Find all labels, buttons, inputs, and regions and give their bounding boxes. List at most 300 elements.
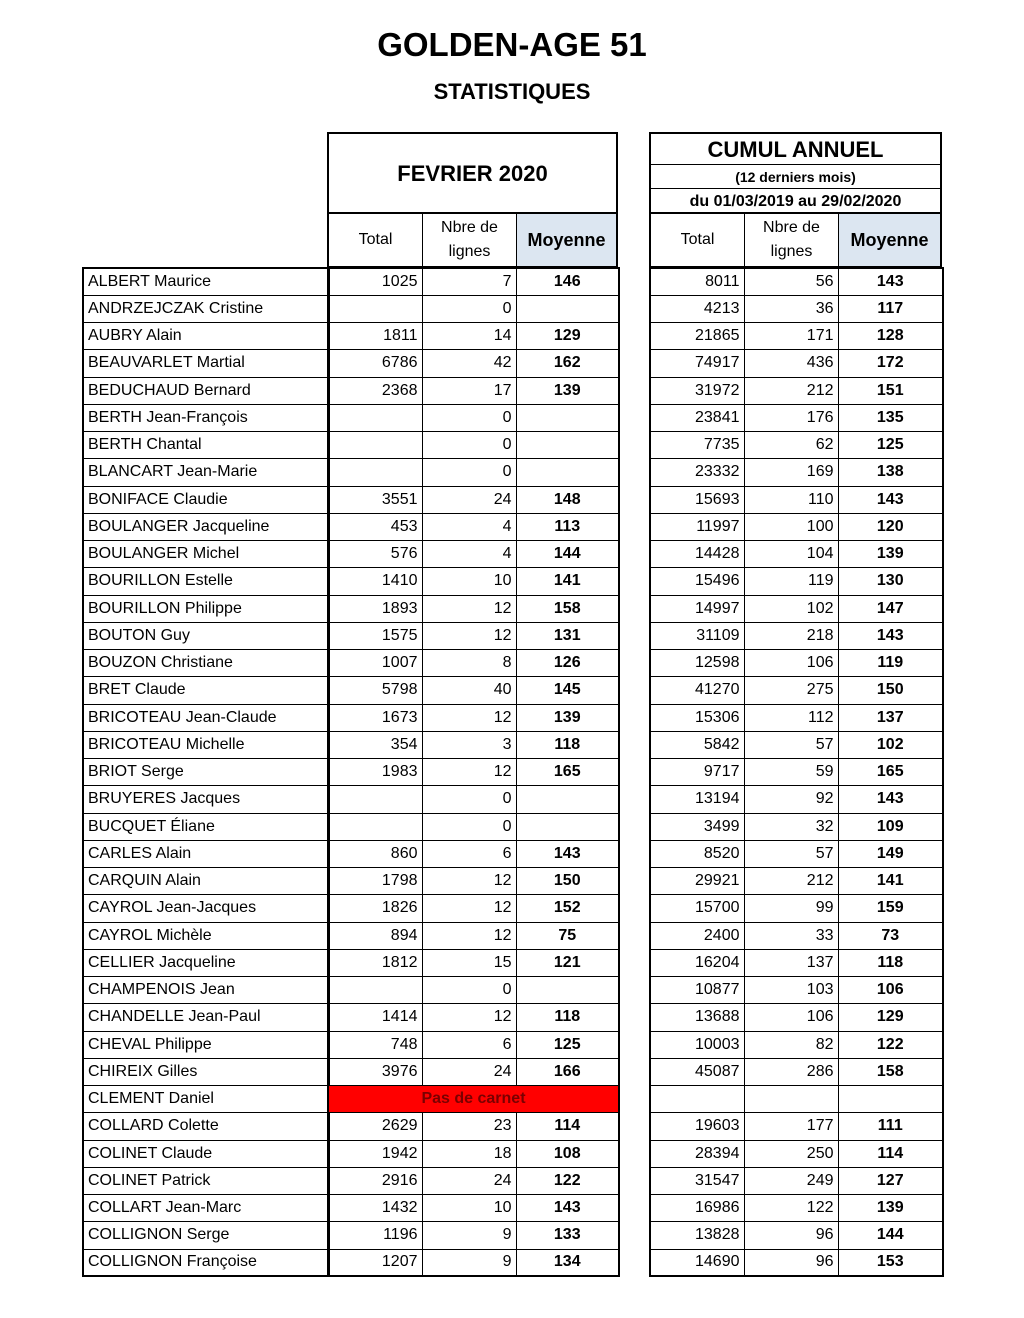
feb-moyenne: 118 (516, 731, 619, 758)
table-row (650, 541, 943, 568)
table-row (83, 595, 329, 622)
player-name: ALBERT Maurice (83, 268, 329, 295)
feb-moyenne: 146 (516, 268, 619, 295)
table-row (650, 922, 943, 949)
table-row (328, 568, 619, 595)
table-row (328, 1249, 619, 1276)
feb-nbre: 0 (422, 977, 516, 1004)
cumul-moyenne: 137 (838, 704, 943, 731)
page-subtitle: STATISTIQUES (433, 79, 591, 104)
cumul-total: 3499 (650, 813, 744, 840)
feb-moyenne: 122 (516, 1167, 619, 1194)
cumul-total: 8011 (650, 268, 744, 295)
table-row (328, 1004, 619, 1031)
feb-nbre: 14 (422, 323, 516, 350)
cumul-moyenne: 102 (838, 731, 943, 758)
player-name: BRIOT Serge (83, 759, 329, 786)
cumul-nbre: 436 (744, 350, 838, 377)
cumul-total: 45087 (650, 1058, 744, 1085)
player-name: CHEVAL Philippe (83, 1031, 329, 1058)
cumul-nbre-header: Nbre de lignes (745, 214, 839, 266)
cumul-nbre (744, 1086, 838, 1113)
player-name: BERTH Jean-François (83, 404, 329, 431)
cumul-nbre: 62 (744, 432, 838, 459)
feb-total (328, 295, 422, 322)
feb-moyenne: 133 (516, 1222, 619, 1249)
cumul-nbre: 82 (744, 1031, 838, 1058)
player-name: BRICOTEAU Michelle (83, 731, 329, 758)
feb-total: 1811 (328, 323, 422, 350)
cumul-moyenne: 150 (838, 677, 943, 704)
table-row (328, 759, 619, 786)
table-row (328, 404, 619, 431)
table-row (83, 1004, 329, 1031)
feb-nbre: 40 (422, 677, 516, 704)
cumul-moyenne: 143 (838, 268, 943, 295)
table-row (650, 840, 943, 867)
cumul-nbre: 176 (744, 404, 838, 431)
feb-total (328, 813, 422, 840)
cumul-nbre: 137 (744, 949, 838, 976)
cumul-nbre: 33 (744, 922, 838, 949)
cumul-nbre: 100 (744, 513, 838, 540)
table-row (83, 323, 329, 350)
table-row (83, 350, 329, 377)
table-row (328, 1140, 619, 1167)
feb-total: 1812 (328, 949, 422, 976)
table-row (83, 949, 329, 976)
feb-nbre: 0 (422, 295, 516, 322)
player-name: BOUTON Guy (83, 622, 329, 649)
cumul-nbre: 212 (744, 377, 838, 404)
feb-nbre: 10 (422, 1195, 516, 1222)
cumul-moyenne: 144 (838, 1222, 943, 1249)
table-row (650, 813, 943, 840)
feb-moyenne: 165 (516, 759, 619, 786)
feb-total: 1673 (328, 704, 422, 731)
table-row (83, 513, 329, 540)
cumul-moyenne: 172 (838, 350, 943, 377)
table-row (650, 268, 943, 295)
table-row (328, 977, 619, 1004)
feb-nbre: 0 (422, 432, 516, 459)
cumul-table (649, 267, 944, 1277)
player-name: BERTH Chantal (83, 432, 329, 459)
player-name: CARLES Alain (83, 840, 329, 867)
feb-moyenne: 113 (516, 513, 619, 540)
table-row (650, 759, 943, 786)
cumul-nbre: 112 (744, 704, 838, 731)
cumul-moyenne: 120 (838, 513, 943, 540)
feb-total: 894 (328, 922, 422, 949)
cumul-nbre: 218 (744, 622, 838, 649)
feb-total: 1207 (328, 1249, 422, 1276)
table-row (83, 459, 329, 486)
table-row (650, 350, 943, 377)
feb-total: 1826 (328, 895, 422, 922)
cumul-total: 19603 (650, 1113, 744, 1140)
feb-moyenne: 143 (516, 840, 619, 867)
table-row (650, 295, 943, 322)
feb-nbre: 12 (422, 622, 516, 649)
table-row (83, 568, 329, 595)
cumul-nbre: 59 (744, 759, 838, 786)
table-row (328, 813, 619, 840)
cumul-moyenne: 143 (838, 486, 943, 513)
table-row (328, 513, 619, 540)
cumul-total: 5842 (650, 731, 744, 758)
cumul-moyenne: 147 (838, 595, 943, 622)
table-row (83, 1058, 329, 1085)
table-row (328, 1086, 619, 1113)
feb-total: 1432 (328, 1195, 422, 1222)
feb-moyenne (516, 459, 619, 486)
table-row (328, 677, 619, 704)
table-row (328, 895, 619, 922)
cumul-total: 15306 (650, 704, 744, 731)
cumul-nbre: 122 (744, 1195, 838, 1222)
cumul-total: 8520 (650, 840, 744, 867)
cumul-moyenne: 138 (838, 459, 943, 486)
cumul-nbre: 250 (744, 1140, 838, 1167)
table-row (328, 622, 619, 649)
february-header-label: FEVRIER 2020 (397, 161, 548, 186)
player-name: AUBRY Alain (83, 323, 329, 350)
cumul-moyenne: 127 (838, 1167, 943, 1194)
feb-nbre: 18 (422, 1140, 516, 1167)
feb-nbre: 4 (422, 541, 516, 568)
player-name: BOURILLON Estelle (83, 568, 329, 595)
table-row (328, 486, 619, 513)
cumul-moyenne: 158 (838, 1058, 943, 1085)
feb-moyenne: 118 (516, 1004, 619, 1031)
feb-nbre: 8 (422, 650, 516, 677)
player-name: BOULANGER Michel (83, 541, 329, 568)
page-title: GOLDEN-AGE 51 (377, 26, 647, 63)
feb-moyenne: 131 (516, 622, 619, 649)
feb-nbre: 12 (422, 868, 516, 895)
cumul-nbre: 110 (744, 486, 838, 513)
table-row (328, 1113, 619, 1140)
table-row (650, 595, 943, 622)
player-name: CARQUIN Alain (83, 868, 329, 895)
no-carnet-cell: Pas de carnet (328, 1086, 619, 1113)
table-row (650, 459, 943, 486)
cumul-moyenne: 118 (838, 949, 943, 976)
feb-moyenne: 125 (516, 1031, 619, 1058)
feb-total: 3551 (328, 486, 422, 513)
cumul-moyenne: 141 (838, 868, 943, 895)
cumul-total: 21865 (650, 323, 744, 350)
table-row (328, 432, 619, 459)
feb-nbre: 12 (422, 704, 516, 731)
table-row (650, 731, 943, 758)
player-name: ANDRZEJCZAK Cristine (83, 295, 329, 322)
feb-moyenne: 144 (516, 541, 619, 568)
table-row (650, 432, 943, 459)
table-row (328, 922, 619, 949)
feb-nbre: 24 (422, 486, 516, 513)
player-name: CELLIER Jacqueline (83, 949, 329, 976)
table-row (83, 677, 329, 704)
cumul-nbre: 106 (744, 1004, 838, 1031)
cumul-header-title: CUMUL ANNUEL (651, 134, 940, 165)
feb-moyenne: 141 (516, 568, 619, 595)
cumul-total: 31972 (650, 377, 744, 404)
cumul-total: 16204 (650, 949, 744, 976)
cumul-nbre: 56 (744, 268, 838, 295)
feb-total: 576 (328, 541, 422, 568)
table-row (328, 1058, 619, 1085)
player-name: COLLART Jean-Marc (83, 1195, 329, 1222)
feb-moyenne (516, 786, 619, 813)
table-row (83, 432, 329, 459)
feb-total: 1942 (328, 1140, 422, 1167)
cumul-moyenne: 165 (838, 759, 943, 786)
table-row (650, 513, 943, 540)
cumul-header (649, 132, 942, 214)
feb-moyenne: 114 (516, 1113, 619, 1140)
table-row (83, 1195, 329, 1222)
table-row (328, 949, 619, 976)
cumul-nbre: 249 (744, 1167, 838, 1194)
table-row (83, 1167, 329, 1194)
player-name: CHAMPENOIS Jean (83, 977, 329, 1004)
feb-moyenne: 143 (516, 1195, 619, 1222)
feb-total: 6786 (328, 350, 422, 377)
table-row (328, 1195, 619, 1222)
feb-nbre: 4 (422, 513, 516, 540)
cumul-total: 16986 (650, 1195, 744, 1222)
feb-nbre: 23 (422, 1113, 516, 1140)
feb-moyenne: 150 (516, 868, 619, 895)
cumul-total: 23841 (650, 404, 744, 431)
feb-total: 354 (328, 731, 422, 758)
cumul-nbre: 36 (744, 295, 838, 322)
table-row (83, 786, 329, 813)
cumul-nbre: 286 (744, 1058, 838, 1085)
feb-total: 1196 (328, 1222, 422, 1249)
table-row (83, 377, 329, 404)
feb-total (328, 432, 422, 459)
table-row (83, 295, 329, 322)
feb-nbre: 12 (422, 895, 516, 922)
cumul-nbre: 171 (744, 323, 838, 350)
table-row (328, 595, 619, 622)
player-name: COLINET Patrick (83, 1167, 329, 1194)
cumul-total: 10003 (650, 1031, 744, 1058)
table-row (83, 622, 329, 649)
table-row (83, 1249, 329, 1276)
table-row (328, 268, 619, 295)
cumul-moyenne: 73 (838, 922, 943, 949)
cumul-total: 13194 (650, 786, 744, 813)
table-row (650, 1140, 943, 1167)
table-row (650, 1167, 943, 1194)
cumul-total: 31109 (650, 622, 744, 649)
cumul-nbre: 119 (744, 568, 838, 595)
cumul-total: 7735 (650, 432, 744, 459)
table-row (83, 1113, 329, 1140)
table-row (83, 704, 329, 731)
table-row (83, 268, 329, 295)
cumul-nbre: 177 (744, 1113, 838, 1140)
table-row (650, 1249, 943, 1276)
feb-total (328, 404, 422, 431)
player-name: BEDUCHAUD Bernard (83, 377, 329, 404)
cumul-total: 15496 (650, 568, 744, 595)
table-row (328, 350, 619, 377)
table-row (328, 377, 619, 404)
feb-nbre: 24 (422, 1167, 516, 1194)
cumul-moyenne: 143 (838, 622, 943, 649)
feb-moyenne: 152 (516, 895, 619, 922)
feb-moyenne: 75 (516, 922, 619, 949)
table-row (328, 295, 619, 322)
feb-moyenne: 162 (516, 350, 619, 377)
cumul-moyenne: 114 (838, 1140, 943, 1167)
table-row (650, 895, 943, 922)
feb-moyenne: 108 (516, 1140, 619, 1167)
cumul-moyenne: 151 (838, 377, 943, 404)
cumul-moyenne: 159 (838, 895, 943, 922)
cumul-nbre: 103 (744, 977, 838, 1004)
cumul-total: 14997 (650, 595, 744, 622)
feb-total (328, 977, 422, 1004)
table-row (650, 1031, 943, 1058)
cumul-moyenne: 130 (838, 568, 943, 595)
cumul-moyenne: 139 (838, 1195, 943, 1222)
feb-total: 3976 (328, 1058, 422, 1085)
table-row (83, 922, 329, 949)
cumul-moyenne: 153 (838, 1249, 943, 1276)
player-name: CHANDELLE Jean-Paul (83, 1004, 329, 1031)
table-row (650, 1113, 943, 1140)
player-name: BRUYERES Jacques (83, 786, 329, 813)
feb-total: 1007 (328, 650, 422, 677)
feb-total: 1893 (328, 595, 422, 622)
feb-moyenne (516, 813, 619, 840)
cumul-nbre: 92 (744, 786, 838, 813)
table-row (83, 977, 329, 1004)
player-name: BLANCART Jean-Marie (83, 459, 329, 486)
feb-moyenne (516, 404, 619, 431)
table-row (83, 868, 329, 895)
player-name: BOUZON Christiane (83, 650, 329, 677)
feb-nbre: 12 (422, 595, 516, 622)
feb-moyenne (516, 432, 619, 459)
table-row (83, 1140, 329, 1167)
cumul-moyenne: 106 (838, 977, 943, 1004)
feb-total: 1798 (328, 868, 422, 895)
table-row (650, 1058, 943, 1085)
cumul-total: 12598 (650, 650, 744, 677)
table-row (328, 731, 619, 758)
cumul-total: 10877 (650, 977, 744, 1004)
cumul-total: 15700 (650, 895, 744, 922)
feb-total (328, 786, 422, 813)
table-row (328, 1167, 619, 1194)
cumul-moyenne: 125 (838, 432, 943, 459)
cumul-column-headers (649, 213, 942, 268)
feb-total: 2916 (328, 1167, 422, 1194)
cumul-total: 29921 (650, 868, 744, 895)
feb-total: 5798 (328, 677, 422, 704)
table-row (83, 1222, 329, 1249)
table-row (650, 1195, 943, 1222)
feb-nbre: 10 (422, 568, 516, 595)
feb-moyenne: 139 (516, 377, 619, 404)
cumul-nbre: 102 (744, 595, 838, 622)
february-column-headers (327, 213, 618, 268)
cumul-nbre: 96 (744, 1249, 838, 1276)
cumul-total: 14428 (650, 541, 744, 568)
feb-nbre: 12 (422, 1004, 516, 1031)
feb-total: 748 (328, 1031, 422, 1058)
cumul-moyenne-header: Moyenne (839, 214, 940, 266)
table-row (650, 323, 943, 350)
cumul-moyenne: 139 (838, 541, 943, 568)
cumul-moyenne: 119 (838, 650, 943, 677)
feb-moyenne: 166 (516, 1058, 619, 1085)
cumul-moyenne: 111 (838, 1113, 943, 1140)
cumul-nbre: 104 (744, 541, 838, 568)
feb-nbre: 6 (422, 1031, 516, 1058)
cumul-moyenne (838, 1086, 943, 1113)
cumul-moyenne: 149 (838, 840, 943, 867)
feb-nbre: 12 (422, 759, 516, 786)
cumul-nbre: 99 (744, 895, 838, 922)
table-row (328, 868, 619, 895)
feb-moyenne (516, 977, 619, 1004)
table-row (328, 459, 619, 486)
cumul-moyenne: 143 (838, 786, 943, 813)
table-row (83, 650, 329, 677)
cumul-total: 13828 (650, 1222, 744, 1249)
cumul-nbre: 169 (744, 459, 838, 486)
player-name: CLEMENT Daniel (83, 1086, 329, 1113)
cumul-moyenne: 122 (838, 1031, 943, 1058)
table-row (328, 650, 619, 677)
cumul-nbre: 275 (744, 677, 838, 704)
feb-nbre: 12 (422, 922, 516, 949)
cumul-total-header: Total (651, 214, 745, 266)
table-row (83, 759, 329, 786)
cumul-moyenne: 135 (838, 404, 943, 431)
player-name: BOURILLON Philippe (83, 595, 329, 622)
feb-moyenne: 121 (516, 949, 619, 976)
feb-total: 1410 (328, 568, 422, 595)
cumul-nbre: 57 (744, 840, 838, 867)
feb-moyenne (516, 295, 619, 322)
table-row (650, 650, 943, 677)
cumul-total: 2400 (650, 922, 744, 949)
feb-moyenne: 126 (516, 650, 619, 677)
feb-moyenne: 134 (516, 1249, 619, 1276)
player-name: CAYROL Michèle (83, 922, 329, 949)
cumul-moyenne: 128 (838, 323, 943, 350)
table-row (328, 786, 619, 813)
table-row (83, 486, 329, 513)
feb-nbre: 9 (422, 1249, 516, 1276)
cumul-total: 14690 (650, 1249, 744, 1276)
feb-nbre: 17 (422, 377, 516, 404)
cumul-moyenne: 117 (838, 295, 943, 322)
cumul-nbre: 212 (744, 868, 838, 895)
february-header (327, 132, 618, 214)
table-row (650, 786, 943, 813)
feb-nbre: 3 (422, 731, 516, 758)
